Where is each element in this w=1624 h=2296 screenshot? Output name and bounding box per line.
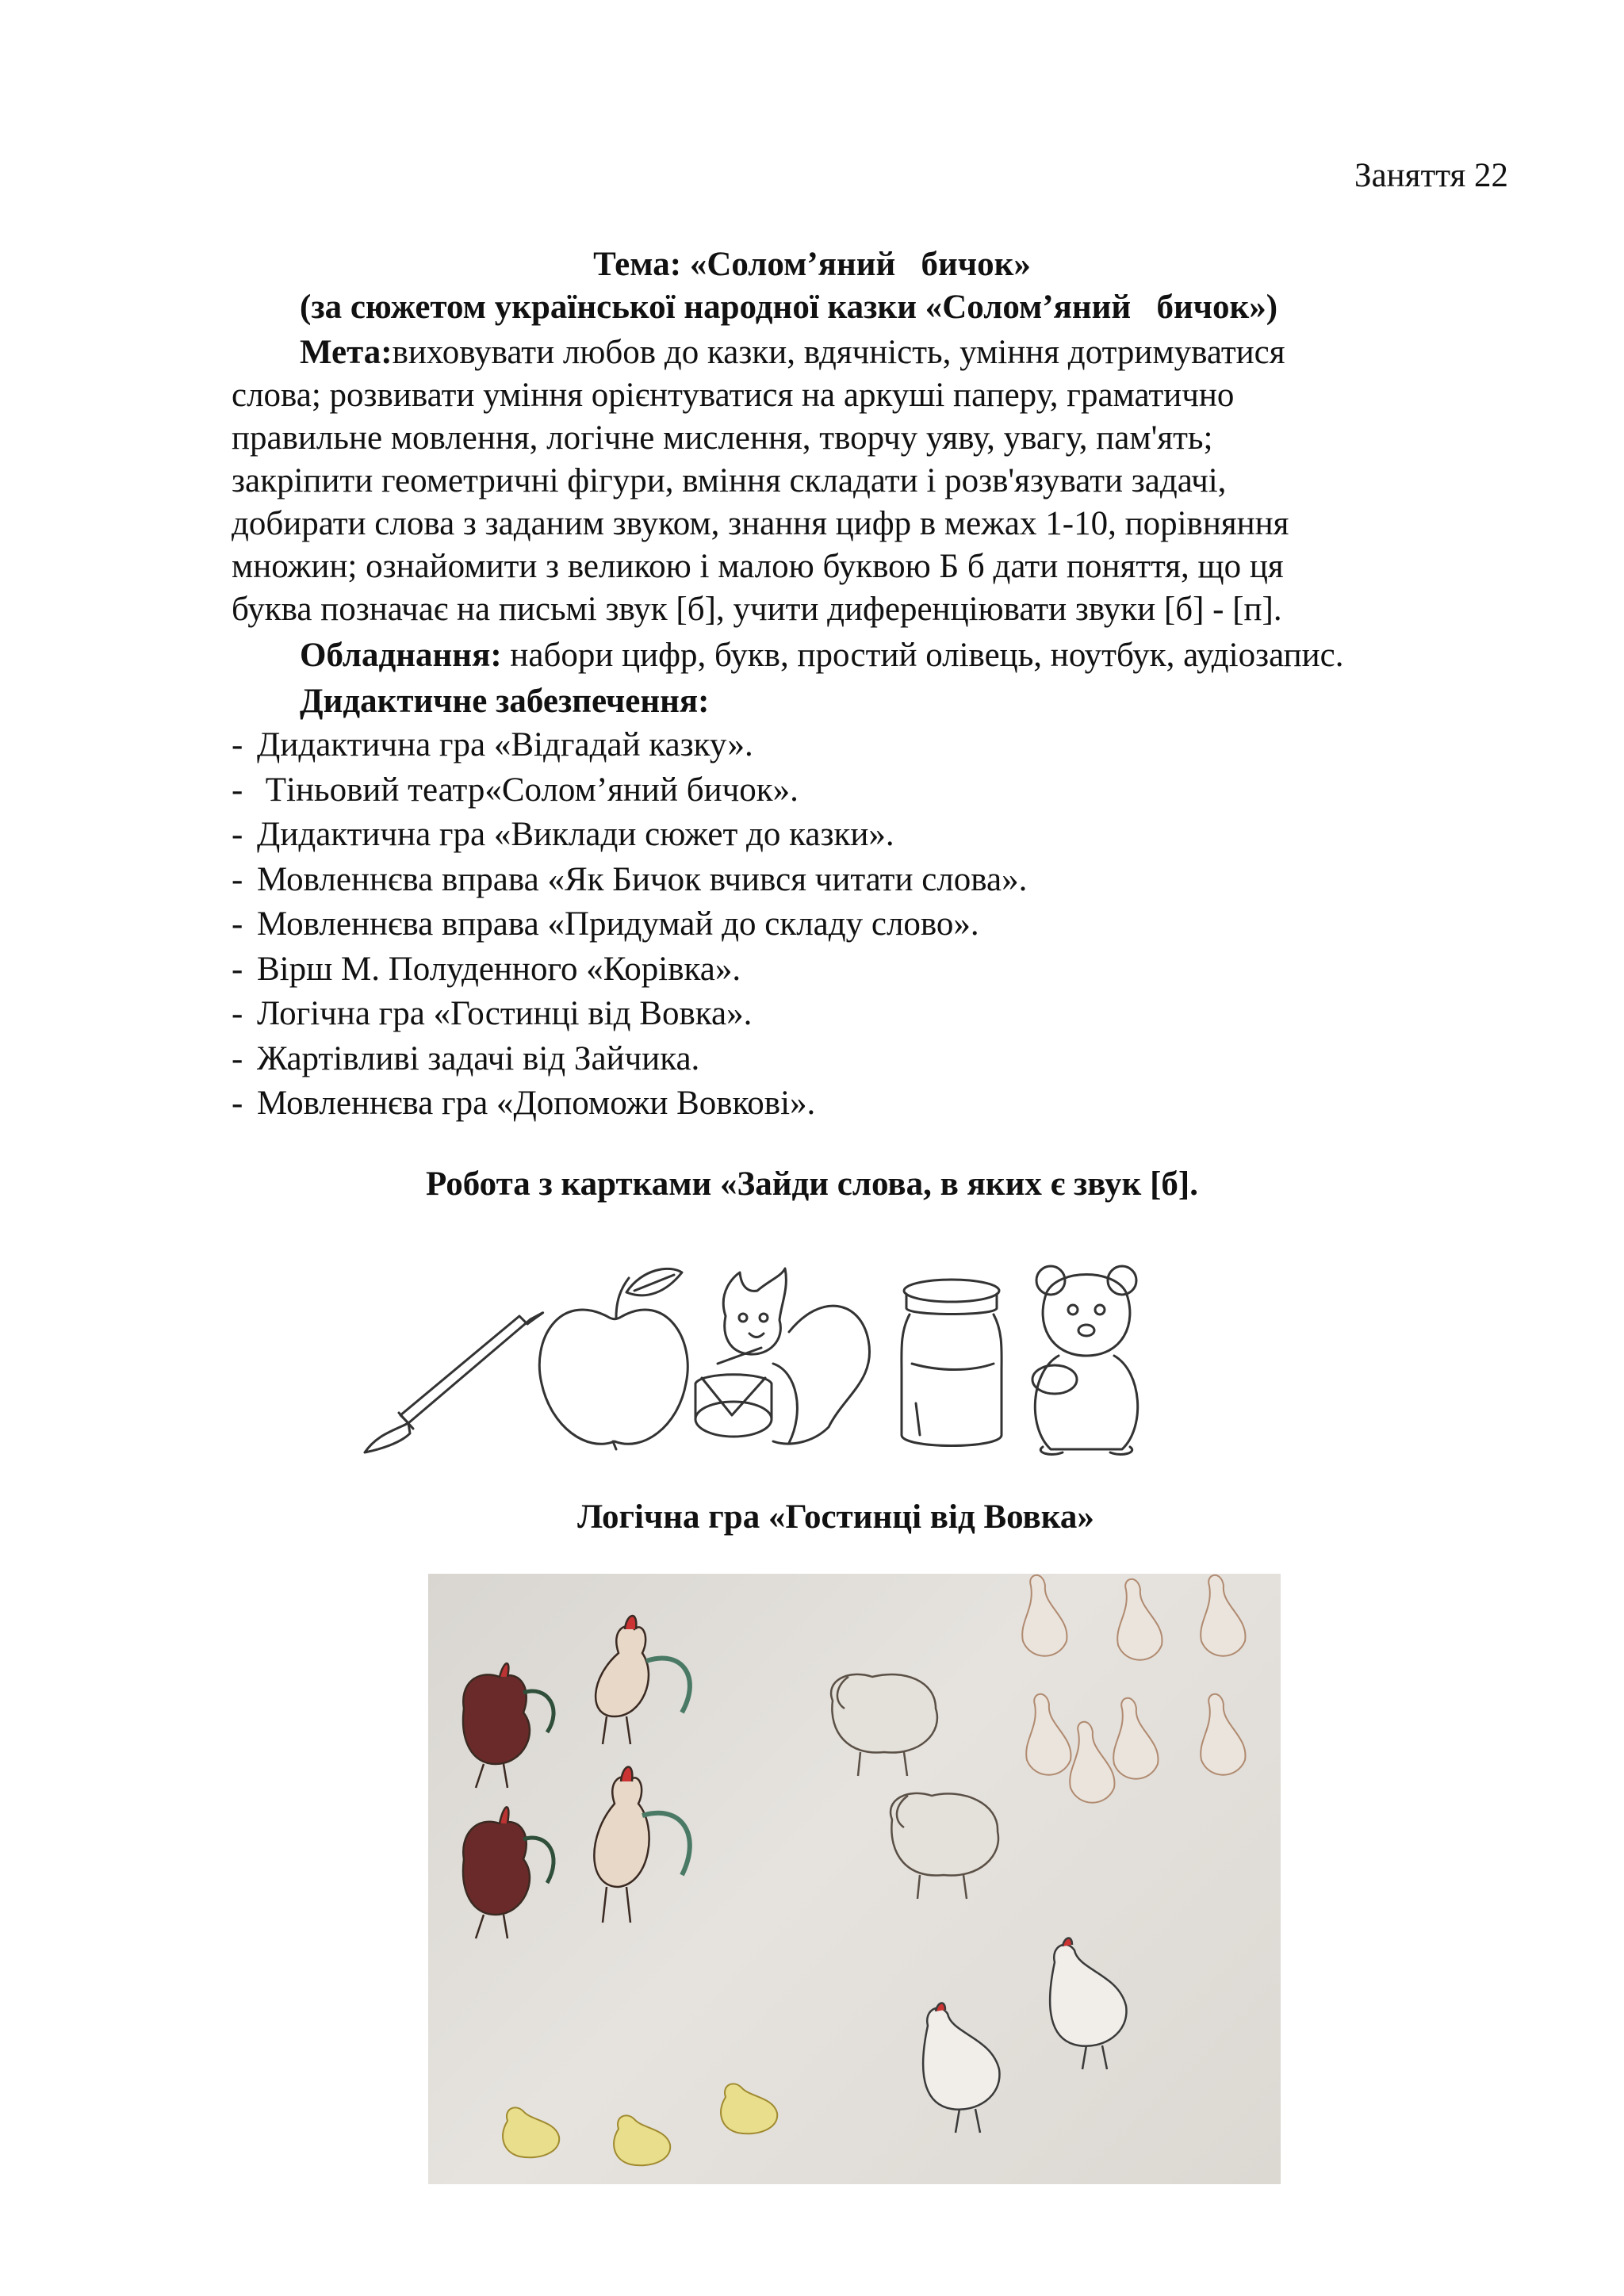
list-item: - Мовленнєва вправа «Як Бичок вчився читати слова». xyxy=(232,860,1028,898)
list-item: - Дидактична гра «Виклади сюжет до казки». xyxy=(232,816,894,853)
equipment-line xyxy=(300,634,1344,677)
list-item: - Логічна гра «Гостинці від Вовка». xyxy=(232,995,753,1032)
goal-paragraph xyxy=(232,331,1484,631)
didactic-heading: Дидактичне забезпечення: xyxy=(300,683,710,720)
rooster-icon xyxy=(596,1616,690,1744)
apple-icon xyxy=(539,1269,688,1449)
list-item: - Жартівливі задачі від Зайчика. xyxy=(232,1039,700,1077)
topic-subtitle: (за сюжетом української народної казки «Солом’яний бичок») xyxy=(300,289,1278,326)
lamb-icon xyxy=(891,1793,998,1899)
goal-label: Мета: xyxy=(300,334,393,371)
goal-line: буква позначає на письмі звук [б], учити диференціювати звуки [б] - [п]. xyxy=(232,591,1282,628)
equipment-label: Обладнання: xyxy=(300,637,502,674)
goal-line: закріпити геометричні фігури, вміння складати і розв'язувати задачі, xyxy=(232,462,1227,499)
game-photo-drawing xyxy=(428,1574,1281,2184)
rooster-icon xyxy=(594,1767,689,1923)
rooster-icon xyxy=(463,1807,553,1938)
goal-line: Мета:виховувати любов до казки, вдячність, уміння дотримуватися xyxy=(300,334,1285,371)
hen-icon xyxy=(923,1938,1126,2133)
goal-line: правильне мовлення, логічне мислення, творчу уяву, увагу, пам'ять; xyxy=(232,419,1213,457)
cards-section-title: Робота з картками «Зайди слова, в яких є звук [б]. xyxy=(426,1165,1198,1203)
game-section-title: Логічна гра «Гостинці від Вовка» xyxy=(577,1498,1094,1536)
list-item: - Дидактична гра «Відгадай казку». xyxy=(232,726,753,763)
goal-line: слова; розвивати уміння орієнтуватися на аркуші паперу, граматично xyxy=(232,377,1235,414)
duckling-icon xyxy=(503,2084,777,2165)
goal-line: добирати слова з заданим звуком, знання цифр в межах 1-10, порівняння xyxy=(232,505,1289,542)
lamb-icon xyxy=(831,1674,937,1776)
list-item: - Мовленнєва гра «Допоможи Вовкові». xyxy=(232,1085,816,1122)
lesson-number: Заняття 22 xyxy=(1354,157,1508,194)
sound-pictures xyxy=(361,1245,1154,1459)
equipment-text: набори цифр, букв, простий олівець, ноутбук, аудіозапис. xyxy=(501,637,1344,674)
bear-icon xyxy=(1032,1266,1138,1454)
list-item: - Мовленнєва вправа «Придумай до складу слово». xyxy=(232,905,979,943)
topic-title: Тема: «Солом’яний бичок» xyxy=(593,246,1031,283)
goose-icon xyxy=(1022,1575,1245,1803)
rooster-icon xyxy=(463,1663,553,1788)
squirrel-drum-icon xyxy=(695,1269,870,1444)
list-item: - Тіньовий театр«Солом’яний бичок». xyxy=(232,771,799,809)
goal-line: множин; ознайомити з великою і малою буквою Б б дати поняття, що ця xyxy=(232,548,1284,585)
didactic-list xyxy=(232,723,1027,1127)
game-photo xyxy=(428,1574,1281,2184)
brush-icon xyxy=(365,1313,543,1452)
list-item: - Вірш М. Полуденного «Корівка». xyxy=(232,950,741,988)
jar-icon xyxy=(902,1280,1002,1446)
